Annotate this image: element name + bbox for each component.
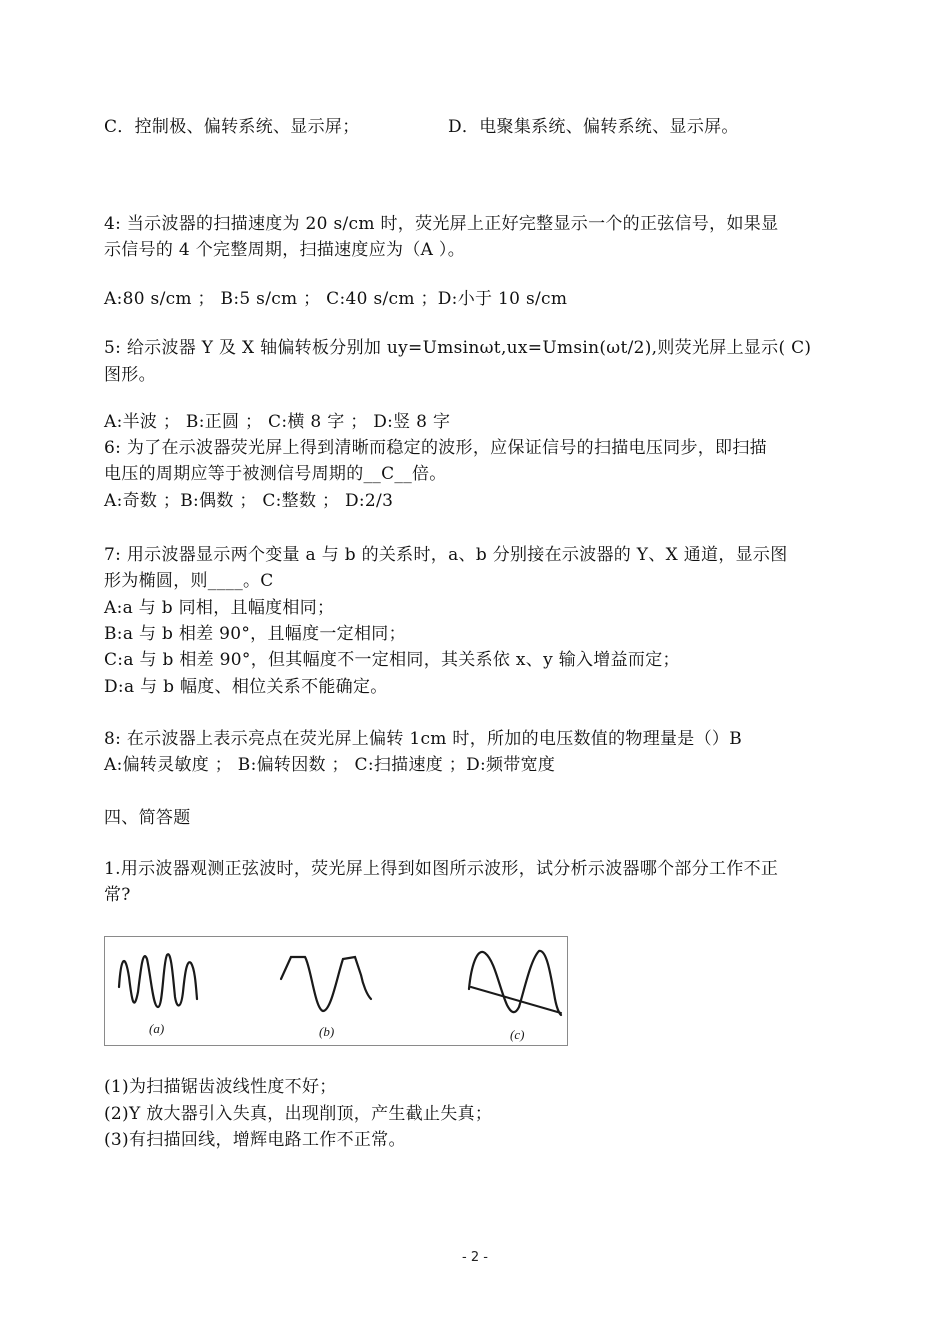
short-answer-question-line-1: 1.用示波器观测正弦波时，荧光屏上得到如图所示波形，试分析示波器哪个部分工作不正 xyxy=(104,859,779,879)
question-7-option-c: C:a 与 b 相差 90°，但其幅度不一定相同，其关系依 x、y 输入增益而定； xyxy=(104,650,680,670)
retrace-line xyxy=(471,987,561,1013)
question-8-line-1: 8: 在示波器上表示亮点在荧光屏上偏转 1cm 时，所加的电压数值的物理量是（）B xyxy=(104,729,743,749)
question-7-option-d: D:a 与 b 幅度、相位关系不能确定。 xyxy=(104,677,388,697)
question-6-options: A:奇数 ；B:偶数 ； C:整数 ； D:2/3 xyxy=(104,491,394,511)
question-5-options: A:半波 ； B:正圆 ； C:横 8 字 ； D:竖 8 字 xyxy=(104,412,451,432)
page-number: - 2 - xyxy=(462,1250,488,1265)
option-c-text: C．控制极、偏转系统、显示屏； xyxy=(104,117,360,137)
option-d-text: D．电聚集系统、偏转系统、显示屏。 xyxy=(448,117,739,137)
section-heading: 四、简答题 xyxy=(104,808,191,828)
answer-2: (2)Y 放大器引入失真，出现削顶，产生截止失真； xyxy=(104,1104,493,1124)
question-7-line-2: 形为椭圆，则____。C xyxy=(104,571,274,591)
waveform-c xyxy=(469,951,561,1015)
question-5-line-2: 图形。 xyxy=(104,365,156,385)
question-4-line-2: 示信号的 4 个完整周期，扫描速度应为（A ）。 xyxy=(104,240,466,260)
question-4-options: A:80 s/cm ； B:5 s/cm ； C:40 s/cm ；D:小于 10 s/cm xyxy=(104,289,568,309)
answer-1: (1)为扫描锯齿波线性度不好； xyxy=(104,1077,337,1097)
question-7-option-b: B:a 与 b 相差 90°，且幅度一定相同； xyxy=(104,624,406,644)
question-7-line-1: 7: 用示波器显示两个变量 a 与 b 的关系时，a、b 分别接在示波器的 Y、X 通道，显示图 xyxy=(104,545,788,565)
question-8-options: A:偏转灵敏度 ； B:偏转因数 ； C:扫描速度 ；D:频带宽度 xyxy=(104,755,556,775)
waveform-drawing xyxy=(105,937,567,1045)
waveform-b xyxy=(281,957,371,1011)
waveform-figure xyxy=(104,936,568,1046)
short-answer-question-line-2: 常? xyxy=(104,885,131,905)
question-6-line-1: 6: 为了在示波器荧光屏上得到清晰而稳定的波形，应保证信号的扫描电压同步，即扫描 xyxy=(104,438,767,458)
question-6-line-2: 电压的周期应等于被测信号周期的__C__倍。 xyxy=(104,464,447,484)
question-5-line-1: 5: 给示波器 Y 及 X 轴偏转板分别加 uy=Umsinωt,ux=Umsin(ωt/2),则荧光屏上显示( C) xyxy=(104,338,812,358)
question-4-line-1: 4: 当示波器的扫描速度为 20 s/cm 时，荧光屏上正好完整显示一个的正弦信号，如果显 xyxy=(104,214,779,234)
figure-label-b: (b) xyxy=(319,1024,335,1039)
figure-label-a: (a) xyxy=(149,1021,165,1036)
answer-3: (3)有扫描回线，增辉电路工作不正常。 xyxy=(104,1130,406,1150)
waveform-a xyxy=(119,954,197,1007)
question-7-option-a: A:a 与 b 同相，且幅度相同； xyxy=(104,598,335,618)
figure-label-c: (c) xyxy=(510,1027,525,1042)
